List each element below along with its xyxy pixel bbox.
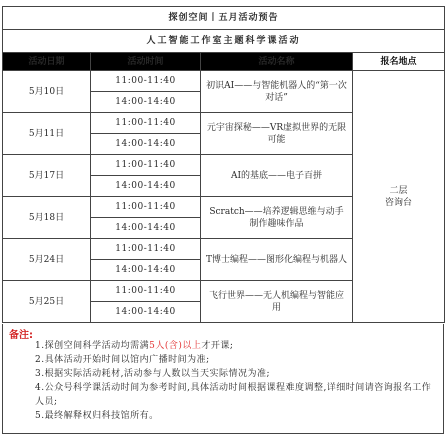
activity-time: 14:00-14:40 xyxy=(91,260,201,281)
schedule-table xyxy=(2,6,445,323)
activity-date: 5月17日 xyxy=(3,155,91,197)
activity-time: 14:00-14:40 xyxy=(91,92,201,113)
note-text: 才开课; xyxy=(201,341,234,351)
activity-date: 5月10日 xyxy=(3,71,91,113)
note-item: 3.根据实际活动耗材,活动参与人数以当天实际情况为准; xyxy=(35,369,270,379)
activity-time: 14:00-14:40 xyxy=(91,302,201,323)
note-item: 2.具体活动开始时间以馆内广播时间为准; xyxy=(35,355,210,365)
activity-time: 11:00-11:40 xyxy=(91,281,201,302)
activity-date: 5月11日 xyxy=(3,113,91,155)
signup-location xyxy=(353,71,445,323)
header-date: 活动日期 xyxy=(3,53,91,71)
header-location: 报名地点 xyxy=(353,53,445,71)
location-line-2: 咨询台 xyxy=(385,197,413,208)
note-text: 1.探创空间科学活动均需满 xyxy=(35,341,150,351)
activity-name: 初识AI——与智能机器人的“第一次对话” xyxy=(201,71,353,113)
page-title: 探创空间丨五月活动预告 xyxy=(3,7,445,30)
note-highlight: 5人(含)以上 xyxy=(149,341,202,351)
activity-time: 11:00-11:40 xyxy=(91,239,201,260)
activity-date: 5月25日 xyxy=(3,281,91,323)
note-item xyxy=(9,339,437,353)
header-name: 活动名称 xyxy=(201,53,353,71)
activity-name: T博士编程——图形化编程与机器人 xyxy=(201,239,353,281)
activity-time: 14:00-14:40 xyxy=(91,176,201,197)
activity-name: Scratch——培养逻辑思维与动手制作趣味作品 xyxy=(201,197,353,239)
activity-time: 11:00-11:40 xyxy=(91,113,201,134)
activity-time: 11:00-11:40 xyxy=(91,197,201,218)
activity-name: 元宇宙探秘——VR虚拟世界的无限可能 xyxy=(201,113,353,155)
activity-time: 14:00-14:40 xyxy=(91,134,201,155)
table-header-row xyxy=(3,53,445,71)
note-item: 4.公众号科学课活动时间为参考时间,具体活动时间根据课程难度调整,详细时间请咨询报名工作人员; xyxy=(35,383,432,407)
activity-date: 5月18日 xyxy=(3,197,91,239)
activity-time: 11:00-11:40 xyxy=(91,155,201,176)
activity-date: 5月24日 xyxy=(3,239,91,281)
activity-time: 11:00-11:40 xyxy=(91,71,201,92)
note-item: 5.最终解释权归科技馆所有。 xyxy=(35,411,159,421)
activity-name: 飞行世界——无人机编程与智能应用 xyxy=(201,281,353,323)
notes-label: 备注: xyxy=(9,330,33,341)
location-line-1: 二层 xyxy=(389,185,408,196)
table-row xyxy=(3,71,445,92)
activity-time: 14:00-14:40 xyxy=(91,218,201,239)
notes-section xyxy=(2,324,444,434)
activity-name: AI的基底——电子百拼 xyxy=(201,155,353,197)
page-subtitle: 人工智能工作室主题科学课活动 xyxy=(3,30,445,53)
header-time: 活动时间 xyxy=(91,53,201,71)
